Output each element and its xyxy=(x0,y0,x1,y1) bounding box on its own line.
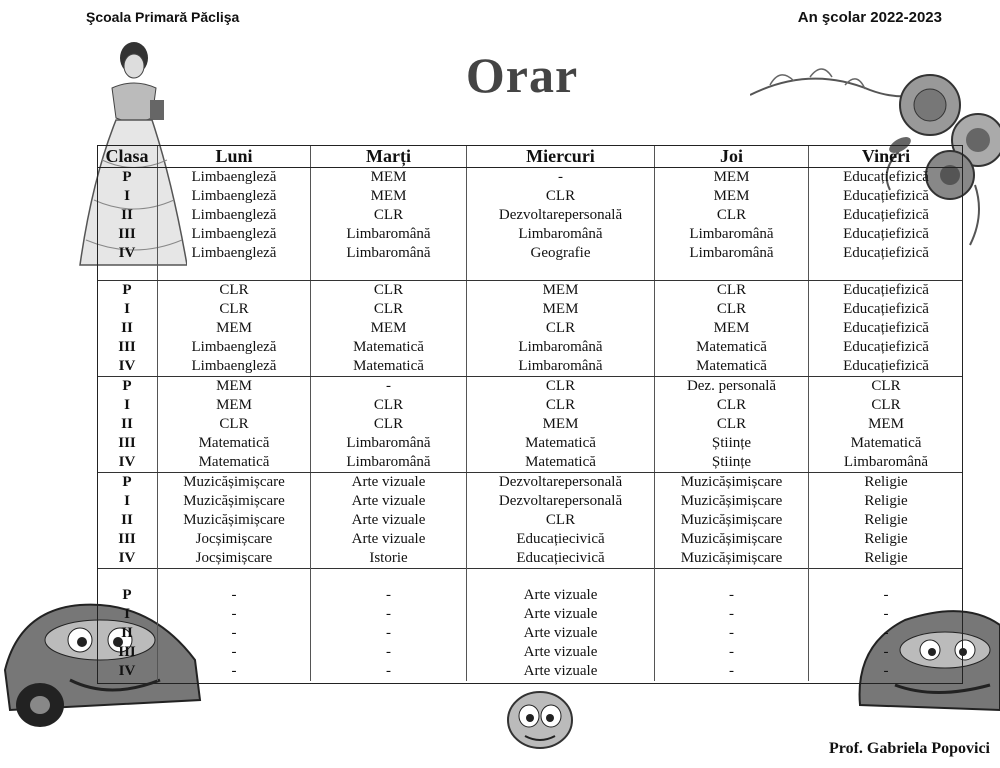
cell-marti: CLR xyxy=(311,300,467,319)
cell-miercuri: Matematică xyxy=(467,453,655,473)
timetable xyxy=(97,145,963,681)
column-header-luni: Luni xyxy=(158,145,311,168)
spacer-cell xyxy=(655,569,809,587)
table-row xyxy=(97,206,963,225)
cell-luni: Limbaengleză xyxy=(158,225,311,244)
table-row xyxy=(97,605,963,624)
cell-marti: Arte vizuale xyxy=(311,530,467,549)
cell-miercuri: Dezvoltarepersonală xyxy=(467,206,655,225)
cell-marti: Limbaromână xyxy=(311,225,467,244)
cell-vineri: Educațiefizică xyxy=(809,206,964,225)
cell-joi: Muzicășimișcare xyxy=(655,492,809,511)
column-header-miercuri: Miercuri xyxy=(467,145,655,168)
cartoon-face-illustration xyxy=(505,690,575,750)
cell-vineri: - xyxy=(809,605,964,624)
cell-joi: - xyxy=(655,624,809,643)
cell-luni: Matematică xyxy=(158,453,311,473)
cell-class: P xyxy=(122,474,132,490)
cell-luni: Matematică xyxy=(158,434,311,453)
cell-marti: - xyxy=(311,643,467,662)
cell-miercuri: Limbaromână xyxy=(467,225,655,244)
cell-vineri: - xyxy=(809,624,964,643)
cell-class: IV xyxy=(118,550,136,566)
cell-luni: MEM xyxy=(158,319,311,338)
cell-miercuri: CLR xyxy=(467,377,655,397)
school-year: An şcolar 2022-2023 xyxy=(797,9,942,26)
column-header-clasa: Clasa xyxy=(97,145,158,168)
cell-marti: - xyxy=(311,377,467,397)
cell-miercuri: CLR xyxy=(467,511,655,530)
cell-marti: CLR xyxy=(311,415,467,434)
cell-luni: - xyxy=(158,662,311,681)
cell-joi: CLR xyxy=(655,300,809,319)
spacer-cell xyxy=(311,263,467,281)
cell-class: III xyxy=(118,644,136,660)
school-name: Şcoala Primară Păclişa xyxy=(86,9,240,25)
cell-luni: Limbaengleză xyxy=(158,168,311,188)
cell-class: P xyxy=(122,282,132,298)
spacer-cell xyxy=(97,263,158,281)
table-row xyxy=(97,511,963,530)
cell-joi: Limbaromână xyxy=(655,225,809,244)
cell-miercuri: MEM xyxy=(467,281,655,301)
cell-miercuri: CLR xyxy=(467,319,655,338)
cell-joi: Științe xyxy=(655,434,809,453)
spacer-cell xyxy=(809,263,964,281)
table-row xyxy=(97,244,963,263)
cell-class: III xyxy=(118,339,136,355)
cell-joi: Muzicășimișcare xyxy=(655,511,809,530)
table-row xyxy=(97,473,963,493)
cell-joi: CLR xyxy=(655,206,809,225)
cell-vineri: Matematică xyxy=(809,434,964,453)
cell-marti: Limbaromână xyxy=(311,244,467,263)
cell-joi: Muzicășimișcare xyxy=(655,473,809,493)
cell-miercuri: Dezvoltarepersonală xyxy=(467,492,655,511)
cell-luni: CLR xyxy=(158,281,311,301)
cell-vineri: Educațiefizică xyxy=(809,187,964,206)
cell-joi: Matematică xyxy=(655,338,809,357)
timetable-header-row xyxy=(97,145,963,168)
table-row xyxy=(97,530,963,549)
cell-vineri: Limbaromână xyxy=(809,453,964,473)
cell-vineri: Educațiefizică xyxy=(809,281,964,301)
table-row xyxy=(97,338,963,357)
cell-miercuri: Limbaromână xyxy=(467,338,655,357)
cell-marti: - xyxy=(311,624,467,643)
table-row xyxy=(97,624,963,643)
cell-miercuri: CLR xyxy=(467,187,655,206)
cell-luni: Limbaengleză xyxy=(158,338,311,357)
cell-class: IV xyxy=(97,453,158,473)
cell-miercuri: CLR xyxy=(467,396,655,415)
cell-luni: Jocșimișcare xyxy=(158,549,311,569)
column-header-vineri: Vineri xyxy=(809,145,964,168)
cell-marti: MEM xyxy=(311,319,467,338)
cell-luni: MEM xyxy=(158,377,311,397)
cell-vineri: Religie xyxy=(809,473,964,493)
cell-luni: - xyxy=(158,624,311,643)
table-row xyxy=(97,662,963,681)
cell-marti: Matematică xyxy=(311,357,467,377)
cell-class: II xyxy=(121,320,133,336)
spacer-cell xyxy=(158,569,311,587)
table-row xyxy=(97,492,963,511)
cell-joi: - xyxy=(655,586,809,605)
cell-class: IV xyxy=(97,357,158,377)
cell-joi: Muzicășimișcare xyxy=(655,549,809,569)
cell-joi: MEM xyxy=(655,319,809,338)
table-row xyxy=(97,319,963,338)
cell-marti: CLR xyxy=(311,206,467,225)
cell-class: P xyxy=(122,587,132,603)
column-header-marti: Marți xyxy=(311,145,467,168)
cell-vineri: CLR xyxy=(809,396,964,415)
cell-joi: MEM xyxy=(655,187,809,206)
cell-luni: CLR xyxy=(158,415,311,434)
table-row xyxy=(97,434,963,453)
cell-class: I xyxy=(124,301,130,317)
cell-vineri: MEM xyxy=(809,415,964,434)
cell-luni: Jocșimișcare xyxy=(158,530,311,549)
spacer-cell xyxy=(467,569,655,587)
table-row xyxy=(97,415,963,434)
cell-miercuri: Matematică xyxy=(467,434,655,453)
spacer-cell xyxy=(655,263,809,281)
cell-luni: - xyxy=(158,586,311,605)
cell-marti: - xyxy=(311,662,467,681)
cell-joi: MEM xyxy=(655,168,809,188)
cell-luni: - xyxy=(158,643,311,662)
cell-marti: Matematică xyxy=(311,338,467,357)
table-row xyxy=(97,300,963,319)
cell-miercuri: Dezvoltarepersonală xyxy=(467,473,655,493)
cell-vineri: Educațiefizică xyxy=(809,300,964,319)
cell-class: II xyxy=(121,207,133,223)
cell-class: IV xyxy=(118,663,136,679)
cell-miercuri: Limbaromână xyxy=(467,357,655,377)
cell-joi: - xyxy=(655,662,809,681)
cell-vineri: - xyxy=(809,586,964,605)
table-row xyxy=(97,377,963,397)
spacer-cell xyxy=(97,569,158,587)
cell-marti: CLR xyxy=(311,396,467,415)
cell-class: I xyxy=(124,188,130,204)
cell-miercuri: Arte vizuale xyxy=(467,605,655,624)
cell-marti: Limbaromână xyxy=(311,453,467,473)
cell-marti: Arte vizuale xyxy=(311,492,467,511)
table-row xyxy=(97,357,963,377)
cell-vineri: Religie xyxy=(809,511,964,530)
cell-class: P xyxy=(122,378,132,394)
cell-luni: Limbaengleză xyxy=(158,206,311,225)
cell-vineri: - xyxy=(809,643,964,662)
cell-joi: CLR xyxy=(655,281,809,301)
cell-miercuri: - xyxy=(467,168,655,188)
page-title: Orar xyxy=(465,47,579,103)
spacer-row xyxy=(97,569,963,587)
cell-miercuri: Arte vizuale xyxy=(467,586,655,605)
spacer-cell xyxy=(311,569,467,587)
cell-miercuri: Educațiecivică xyxy=(467,530,655,549)
spacer-cell xyxy=(809,569,964,587)
cell-marti: CLR xyxy=(311,281,467,301)
cell-joi: Științe xyxy=(655,453,809,473)
cell-luni: - xyxy=(158,605,311,624)
table-row xyxy=(97,396,963,415)
cell-joi: Muzicășimișcare xyxy=(655,530,809,549)
table-row xyxy=(97,586,963,605)
cell-marti: Istorie xyxy=(311,549,467,569)
column-header-joi: Joi xyxy=(655,145,809,168)
cell-marti: - xyxy=(311,586,467,605)
cell-luni: Limbaengleză xyxy=(158,187,311,206)
cell-miercuri: MEM xyxy=(467,300,655,319)
cell-vineri: - xyxy=(809,662,964,681)
table-row xyxy=(97,549,963,569)
cell-luni: Muzicășimișcare xyxy=(158,511,311,530)
cell-luni: CLR xyxy=(158,300,311,319)
table-row xyxy=(97,281,963,301)
cell-vineri: Religie xyxy=(809,530,964,549)
cell-marti: Arte vizuale xyxy=(311,473,467,493)
cell-class: III xyxy=(118,531,136,547)
cell-class: III xyxy=(118,435,136,451)
cell-joi: Matematică xyxy=(655,357,809,377)
cell-joi: Dez. personală xyxy=(655,377,809,397)
cell-vineri: Educațiefizică xyxy=(809,168,964,188)
cell-vineri: Educațiefizică xyxy=(809,338,964,357)
table-row xyxy=(97,453,963,473)
cell-miercuri: Arte vizuale xyxy=(467,643,655,662)
cell-miercuri: Arte vizuale xyxy=(467,662,655,681)
cell-miercuri: Arte vizuale xyxy=(467,624,655,643)
cell-joi: CLR xyxy=(655,396,809,415)
cell-miercuri: Educațiecivică xyxy=(467,549,655,569)
cell-class: II xyxy=(121,512,133,528)
table-row xyxy=(97,187,963,206)
cell-miercuri: MEM xyxy=(467,415,655,434)
cell-vineri: CLR xyxy=(809,377,964,397)
cell-class: IV xyxy=(118,245,136,261)
cell-vineri: Religie xyxy=(809,549,964,569)
cell-class: II xyxy=(121,625,133,641)
cell-class: P xyxy=(122,169,132,185)
cell-luni: Limbaengleză xyxy=(158,357,311,377)
cell-marti: - xyxy=(311,605,467,624)
table-row xyxy=(97,168,963,188)
cell-marti: Arte vizuale xyxy=(311,511,467,530)
cell-class: III xyxy=(118,226,136,242)
cell-luni: Muzicășimișcare xyxy=(158,473,311,493)
cell-class: I xyxy=(124,397,130,413)
cell-vineri: Educațiefizică xyxy=(809,244,964,263)
cell-class: I xyxy=(124,493,130,509)
table-row xyxy=(97,643,963,662)
cell-class: II xyxy=(121,416,133,432)
cell-vineri: Educațiefizică xyxy=(809,319,964,338)
cell-joi: - xyxy=(655,643,809,662)
cell-marti: Limbaromână xyxy=(311,434,467,453)
cell-vineri: Educațiefizică xyxy=(809,225,964,244)
cell-luni: Limbaengleză xyxy=(158,244,311,263)
cell-luni: MEM xyxy=(158,396,311,415)
cell-joi: Limbaromână xyxy=(655,244,809,263)
timetable-body xyxy=(97,168,963,682)
spacer-row xyxy=(97,263,963,281)
cell-luni: Muzicășimișcare xyxy=(158,492,311,511)
cell-vineri: Religie xyxy=(809,492,964,511)
cell-class: I xyxy=(124,606,130,622)
table-row xyxy=(97,225,963,244)
teacher-signature: Prof. Gabriela Popovici xyxy=(828,740,990,757)
spacer-cell xyxy=(467,263,655,281)
cell-joi: CLR xyxy=(655,415,809,434)
cell-marti: MEM xyxy=(311,168,467,188)
cell-joi: - xyxy=(655,605,809,624)
cell-vineri: Educațiefizică xyxy=(809,357,964,377)
spacer-cell xyxy=(158,263,311,281)
cell-marti: MEM xyxy=(311,187,467,206)
cell-miercuri: Geografie xyxy=(467,244,655,263)
